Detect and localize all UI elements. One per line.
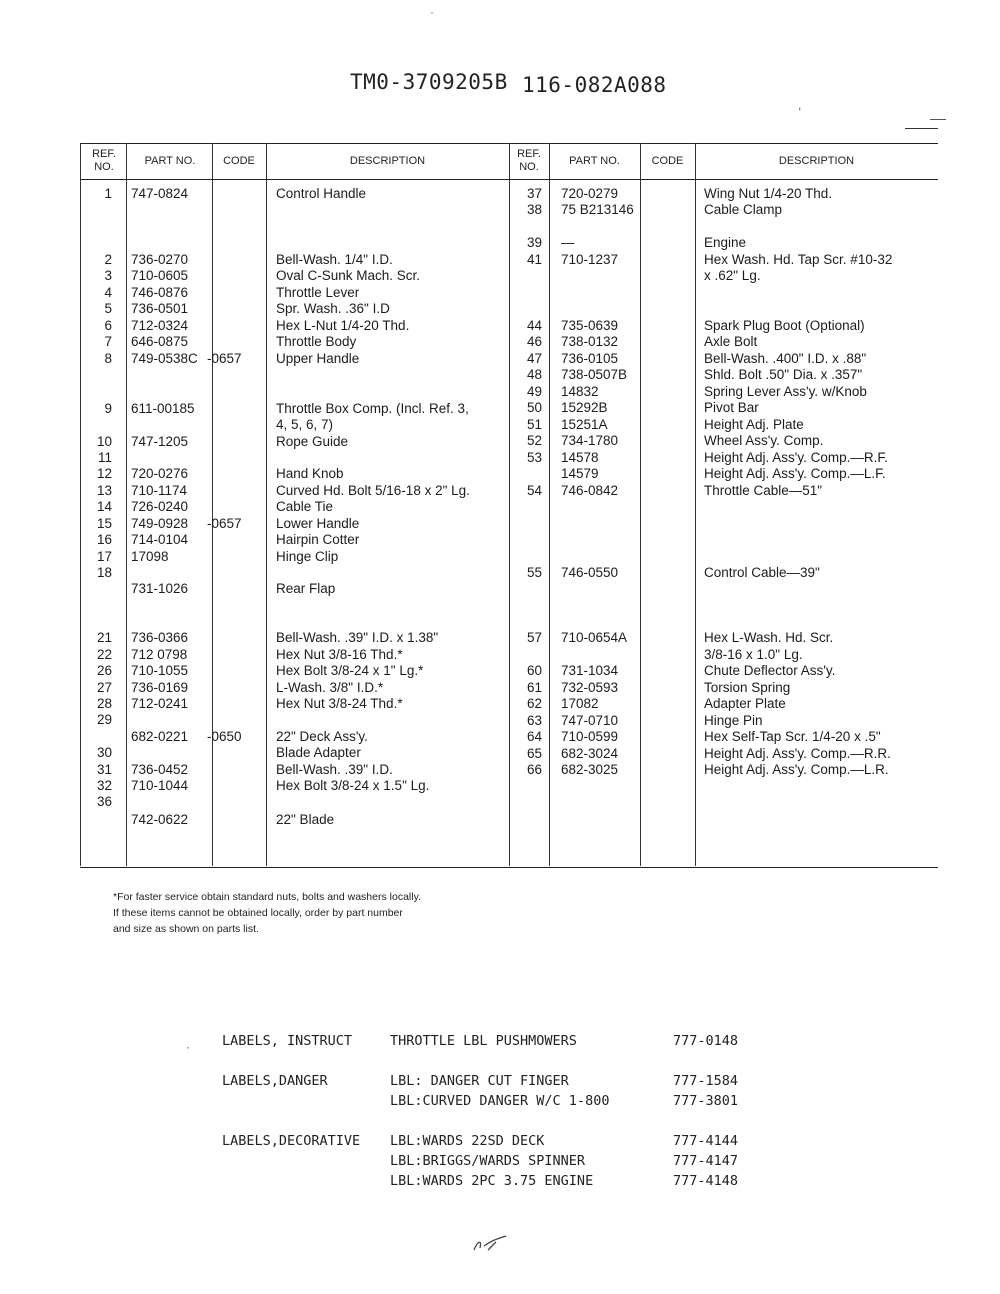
part-number: 731-1034 xyxy=(561,663,619,678)
ref-number: 66 xyxy=(526,762,542,777)
part-number: 732-0593 xyxy=(561,680,619,695)
part-number: 734-1780 xyxy=(561,433,619,448)
part-description: Hex Nut 3/8-16 Thd.* xyxy=(276,647,403,662)
part-number: 682-3024 xyxy=(561,746,619,761)
part-number: 747-0824 xyxy=(131,186,189,201)
part-description: Adapter Plate xyxy=(704,696,786,711)
header-ref-no-right: REF. NO. xyxy=(517,148,541,173)
label-part-number: 777-3801 xyxy=(673,1093,739,1109)
part-description: Blade Adapter xyxy=(276,745,361,760)
part-number: 710-1055 xyxy=(131,663,189,678)
part-description: Throttle Body xyxy=(276,334,357,349)
part-number: 747-1205 xyxy=(131,434,189,449)
ref-number: 62 xyxy=(526,696,542,711)
part-description: Hand Knob xyxy=(276,466,344,481)
label-part-number: 777-4144 xyxy=(673,1133,739,1149)
header-code-right: CODE xyxy=(651,154,684,167)
part-number: 682-3025 xyxy=(561,762,619,777)
part-code: -0657 xyxy=(207,351,242,366)
ref-number: 17 xyxy=(96,549,112,564)
label-part-number: 777-4147 xyxy=(673,1153,739,1169)
part-number: 710-1237 xyxy=(561,252,619,267)
scan-speck: , xyxy=(798,98,802,112)
scan-mark xyxy=(905,128,938,129)
ref-number: 57 xyxy=(526,630,542,645)
ref-number: 4 xyxy=(104,285,112,300)
label-part-number: 777-0148 xyxy=(673,1033,739,1049)
part-description: Bell-Wash. .39" I.D. xyxy=(276,762,393,777)
part-description: 3/8-16 x 1.0" Lg. xyxy=(704,647,803,662)
col-rule xyxy=(549,143,550,866)
part-number: 17082 xyxy=(561,696,599,711)
ref-number: 30 xyxy=(96,745,112,760)
ref-number: 39 xyxy=(526,235,542,250)
col-rule xyxy=(266,143,267,866)
part-number: 749-0538C xyxy=(131,351,198,366)
part-number: 736-0501 xyxy=(131,301,189,316)
part-description: Height Adj. Ass'y. Comp.—L.F. xyxy=(704,466,886,481)
ref-number: 63 xyxy=(526,713,542,728)
part-description: Cable Tie xyxy=(276,499,334,514)
part-description: Curved Hd. Bolt 5/16-18 x 2" Lg. xyxy=(276,483,470,498)
ref-number: 55 xyxy=(526,565,542,580)
part-number: 14578 xyxy=(561,450,599,465)
header-part-no-right: PART NO. xyxy=(569,154,620,167)
part-description: Control Handle xyxy=(276,186,367,201)
part-description: Height Adj. Plate xyxy=(704,417,804,432)
ref-number: 29 xyxy=(96,712,112,727)
part-description: Throttle Lever xyxy=(276,285,360,300)
part-description: Hex Bolt 3/8-24 x 1.5" Lg. xyxy=(276,778,430,793)
col-rule xyxy=(695,143,696,866)
part-number: 646-0875 xyxy=(131,334,189,349)
ref-number: 37 xyxy=(526,186,542,201)
part-description: Bell-Wash. .39" I.D. x 1.38" xyxy=(276,630,439,645)
part-number: 738-0132 xyxy=(561,334,619,349)
part-description: Hex Wash. Hd. Tap Scr. #10-32 xyxy=(704,252,893,267)
part-number: 15251A xyxy=(561,417,608,432)
part-number: 720-0276 xyxy=(131,466,189,481)
ref-number: 65 xyxy=(526,746,542,761)
part-description: Pivot Bar xyxy=(704,400,759,415)
ref-number: 13 xyxy=(96,483,112,498)
part-number: 726-0240 xyxy=(131,499,189,514)
label-item: LBL:CURVED DANGER W/C 1-800 xyxy=(390,1093,610,1109)
part-code: -0657 xyxy=(207,516,242,531)
footnote-line: *For faster service obtain standard nuts, bolts and washers locally. xyxy=(113,891,421,903)
part-description: Engine xyxy=(704,235,747,250)
label-item: LBL: DANGER CUT FINGER xyxy=(390,1073,569,1089)
ref-number: 22 xyxy=(96,647,112,662)
ref-number: 11 xyxy=(97,450,112,465)
part-description: Torsion Spring xyxy=(704,680,791,695)
ref-number: 36 xyxy=(96,794,112,809)
footnote-line: If these items cannot be obtained locally, order by part number xyxy=(113,907,403,919)
part-description: x .62" Lg. xyxy=(704,268,761,283)
part-description: Chute Deflector Ass'y. xyxy=(704,663,836,678)
ref-number: 18 xyxy=(96,565,112,580)
part-description: Height Adj. Ass'y. Comp.—L.R. xyxy=(704,762,889,777)
col-rule xyxy=(640,143,641,866)
part-number: 710-1174 xyxy=(131,483,188,498)
ref-number: 10 xyxy=(96,434,112,449)
footnote xyxy=(113,889,421,937)
label-part-number: 777-1584 xyxy=(673,1073,739,1089)
model-number-primary: TM0-3709205B xyxy=(350,70,508,94)
part-description: Oval C-Sunk Mach. Scr. xyxy=(276,268,421,283)
part-number: 714-0104 xyxy=(131,532,189,547)
part-number: 746-0842 xyxy=(561,483,619,498)
label-group: LABELS,DANGER xyxy=(222,1073,328,1089)
header-part-no: PART NO. xyxy=(144,154,196,167)
ref-number: 38 xyxy=(526,202,542,217)
ref-number: 12 xyxy=(96,466,112,481)
part-description: Wheel Ass'y. Comp. xyxy=(704,433,824,448)
part-description: Height Adj. Ass'y. Comp.—R.R. xyxy=(704,746,891,761)
ref-number: 28 xyxy=(96,696,112,711)
part-description: Rear Flap xyxy=(276,581,336,596)
header-description: DESCRIPTION xyxy=(349,154,426,167)
part-description: Bell-Wash. .400" I.D. x .88" xyxy=(704,351,867,366)
part-code: -0650 xyxy=(207,729,242,744)
part-number: 747-0710 xyxy=(561,713,619,728)
label-item: THROTTLE LBL PUSHMOWERS xyxy=(390,1033,577,1049)
scan-speck: · xyxy=(186,1040,190,1054)
ref-number: 49 xyxy=(526,384,542,399)
ref-number: 50 xyxy=(526,400,542,415)
part-number: 682-0221 xyxy=(131,729,189,744)
part-number: 731-1026 xyxy=(131,581,189,596)
ref-number: 44 xyxy=(526,318,542,333)
part-description: Bell-Wash. 1/4" I.D. xyxy=(276,252,393,267)
ref-number: 31 xyxy=(96,762,112,777)
label-part-number: 777-4148 xyxy=(673,1173,739,1189)
part-description: Rope Guide xyxy=(276,434,349,449)
part-number: 712-0324 xyxy=(131,318,189,333)
ref-number: 1 xyxy=(104,186,112,201)
ref-number: 15 xyxy=(96,516,112,531)
part-description: Shld. Bolt .50" Dia. x .357" xyxy=(704,367,863,382)
part-number: 749-0928 xyxy=(131,516,189,531)
ref-number: 27 xyxy=(96,680,112,695)
part-description: Hex L-Nut 1/4-20 Thd. xyxy=(276,318,410,333)
part-description: Hex Self-Tap Scr. 1/4-20 x .5" xyxy=(704,729,881,744)
part-description: Wing Nut 1/4-20 Thd. xyxy=(704,186,833,201)
ref-number: 32 xyxy=(96,778,112,793)
ref-number: 7 xyxy=(104,334,112,349)
scan-speck: · xyxy=(430,5,434,19)
part-description: Hinge Pin xyxy=(704,713,763,728)
label-item: LBL:BRIGGS/WARDS SPINNER xyxy=(390,1153,586,1169)
ref-number: 9 xyxy=(104,401,112,416)
ref-number: 64 xyxy=(526,729,542,744)
ref-number: 6 xyxy=(104,318,112,333)
part-description: 22" Blade xyxy=(276,812,335,827)
col-rule xyxy=(212,143,213,866)
part-description: Hinge Clip xyxy=(276,549,339,564)
ref-number: 54 xyxy=(526,483,542,498)
ref-number: 41 xyxy=(526,252,542,267)
part-description: Hex Nut 3/8-24 Thd.* xyxy=(276,696,403,711)
ref-number: 46 xyxy=(526,334,542,349)
part-description: Axle Bolt xyxy=(704,334,758,349)
part-number: 712-0241 xyxy=(131,696,189,711)
ref-number: 16 xyxy=(96,532,112,547)
part-number: 720-0279 xyxy=(561,186,619,201)
part-number: 736-0105 xyxy=(561,351,619,366)
ref-number: 53 xyxy=(526,450,542,465)
footnote-line: and size as shown on parts list. xyxy=(113,923,259,935)
model-number-secondary: 116-082A088 xyxy=(522,73,667,97)
part-number: 742-0622 xyxy=(131,812,189,827)
ref-number: 47 xyxy=(526,351,542,366)
header-description-right: DESCRIPTION xyxy=(778,154,855,167)
ref-number: 3 xyxy=(104,268,112,283)
label-group: LABELS, INSTRUCT xyxy=(222,1033,353,1049)
part-number: 710-0599 xyxy=(561,729,619,744)
label-group: LABELS,DECORATIVE xyxy=(222,1133,361,1149)
part-number: 17098 xyxy=(131,549,169,564)
scan-mark xyxy=(930,119,946,120)
ref-number: 60 xyxy=(526,663,542,678)
part-number: 710-0605 xyxy=(131,268,189,283)
ref-number: 21 xyxy=(96,630,112,645)
part-description: Hex L-Wash. Hd. Scr. xyxy=(704,630,834,645)
part-number: 736-0366 xyxy=(131,630,189,645)
part-description: L-Wash. 3/8" I.D.* xyxy=(276,680,384,695)
part-number: 14832 xyxy=(561,384,599,399)
part-description: Throttle Cable—51" xyxy=(704,483,823,498)
part-description: 4, 5, 6, 7) xyxy=(276,417,334,432)
part-number: 611-00185 xyxy=(131,401,195,416)
ref-number: 61 xyxy=(526,680,542,695)
part-number: 746-0550 xyxy=(561,565,619,580)
part-number: 735-0639 xyxy=(561,318,619,333)
label-item: LBL:WARDS 2PC 3.75 ENGINE xyxy=(390,1173,594,1189)
part-number: 736-0169 xyxy=(131,680,189,695)
part-description: Spr. Wash. .36" I.D xyxy=(276,301,390,316)
ref-number: 5 xyxy=(104,301,112,316)
label-item: LBL:WARDS 22SD DECK xyxy=(390,1133,545,1149)
part-number: 15292B xyxy=(561,400,608,415)
ref-number: 52 xyxy=(526,433,542,448)
part-description: Lower Handle xyxy=(276,516,360,531)
part-description: Spark Plug Boot (Optional) xyxy=(704,318,865,333)
part-number: 75 B213146 xyxy=(561,202,634,217)
ref-number: 14 xyxy=(96,499,112,514)
header-ref-no: REF. NO. xyxy=(92,148,116,173)
col-rule xyxy=(126,143,127,866)
part-number: 736-0452 xyxy=(131,762,189,777)
header-code: CODE xyxy=(223,154,255,167)
handwritten-mark xyxy=(470,1232,510,1256)
part-description: Cable Clamp xyxy=(704,202,783,217)
part-description: Spring Lever Ass'y. w/Knob xyxy=(704,384,867,399)
part-number: 710-1044 xyxy=(131,778,189,793)
part-number: 738-0507B xyxy=(561,367,628,382)
part-number: 746-0876 xyxy=(131,285,189,300)
ref-number: 48 xyxy=(526,367,542,382)
part-number: 712 0798 xyxy=(131,647,188,662)
part-description: Throttle Box Comp. (Incl. Ref. 3, xyxy=(276,401,469,416)
ref-number: 2 xyxy=(104,252,112,267)
part-description: Upper Handle xyxy=(276,351,360,366)
part-number: — xyxy=(561,235,575,250)
ref-number: 51 xyxy=(526,417,542,432)
part-number: 736-0270 xyxy=(131,252,189,267)
part-description: Hairpin Cotter xyxy=(276,532,360,547)
part-description: Height Adj. Ass'y. Comp.—R.F. xyxy=(704,450,888,465)
part-number: 14579 xyxy=(561,466,599,481)
part-number: 710-0654A xyxy=(561,630,628,645)
ref-number: 8 xyxy=(104,351,112,366)
part-description: Control Cable—39" xyxy=(704,565,820,580)
ref-number: 26 xyxy=(96,663,112,678)
part-description: Hex Bolt 3/8-24 x 1" Lg.* xyxy=(276,663,424,678)
col-rule xyxy=(80,143,81,866)
part-description: 22" Deck Ass'y. xyxy=(276,729,368,744)
